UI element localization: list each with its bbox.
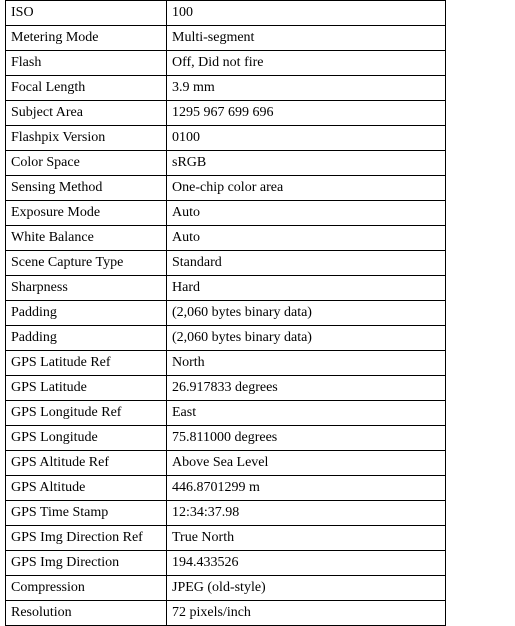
property-name: Sensing Method xyxy=(6,176,167,201)
property-value: One-chip color area xyxy=(167,176,446,201)
property-name: Scene Capture Type xyxy=(6,251,167,276)
property-value: 194.433526 xyxy=(167,551,446,576)
property-name: GPS Img Direction xyxy=(6,551,167,576)
property-value: Auto xyxy=(167,226,446,251)
property-name: Subject Area xyxy=(6,101,167,126)
table-row xyxy=(6,601,446,626)
property-value: 446.8701299 m xyxy=(167,476,446,501)
property-name: Focal Length xyxy=(6,76,167,101)
table-row xyxy=(6,251,446,276)
property-value: 100 xyxy=(167,1,446,26)
table-row xyxy=(6,501,446,526)
property-name: Resolution xyxy=(6,601,167,626)
table-row xyxy=(6,151,446,176)
property-value: Multi-segment xyxy=(167,26,446,51)
property-value: East xyxy=(167,401,446,426)
property-value: (2,060 bytes binary data) xyxy=(167,301,446,326)
property-value: 26.917833 degrees xyxy=(167,376,446,401)
property-name: GPS Altitude xyxy=(6,476,167,501)
table-row xyxy=(6,451,446,476)
property-value: 72 pixels/inch xyxy=(167,601,446,626)
table-row xyxy=(6,201,446,226)
property-name: Metering Mode xyxy=(6,26,167,51)
table-row xyxy=(6,326,446,351)
property-name: GPS Longitude xyxy=(6,426,167,451)
property-value: Standard xyxy=(167,251,446,276)
property-value: JPEG (old-style) xyxy=(167,576,446,601)
property-value: sRGB xyxy=(167,151,446,176)
table-row xyxy=(6,476,446,501)
table-row xyxy=(6,526,446,551)
property-name: Flash xyxy=(6,51,167,76)
table-row xyxy=(6,126,446,151)
property-name: White Balance xyxy=(6,226,167,251)
property-name: Exposure Mode xyxy=(6,201,167,226)
property-name: GPS Img Direction Ref xyxy=(6,526,167,551)
property-value: 1295 967 699 696 xyxy=(167,101,446,126)
property-value: 12:34:37.98 xyxy=(167,501,446,526)
table-row xyxy=(6,576,446,601)
property-name: Color Space xyxy=(6,151,167,176)
table-row xyxy=(6,176,446,201)
property-value: North xyxy=(167,351,446,376)
property-name: Compression xyxy=(6,576,167,601)
table-row xyxy=(6,276,446,301)
property-value: 0100 xyxy=(167,126,446,151)
property-value: Hard xyxy=(167,276,446,301)
table-row xyxy=(6,376,446,401)
table-row xyxy=(6,426,446,451)
property-name: Padding xyxy=(6,301,167,326)
property-name: Sharpness xyxy=(6,276,167,301)
table-row xyxy=(6,351,446,376)
property-name: ISO xyxy=(6,1,167,26)
table-row xyxy=(6,26,446,51)
table-row xyxy=(6,1,446,26)
table-row xyxy=(6,51,446,76)
property-value: 3.9 mm xyxy=(167,76,446,101)
exif-metadata-table xyxy=(5,0,446,626)
property-value: Above Sea Level xyxy=(167,451,446,476)
table-row xyxy=(6,101,446,126)
table-row xyxy=(6,226,446,251)
table-row xyxy=(6,301,446,326)
property-name: GPS Altitude Ref xyxy=(6,451,167,476)
property-name: GPS Latitude Ref xyxy=(6,351,167,376)
property-value: 75.811000 degrees xyxy=(167,426,446,451)
property-value: True North xyxy=(167,526,446,551)
property-name: GPS Longitude Ref xyxy=(6,401,167,426)
property-name: Padding xyxy=(6,326,167,351)
exif-table-body xyxy=(6,1,446,626)
property-name: GPS Latitude xyxy=(6,376,167,401)
property-value: Auto xyxy=(167,201,446,226)
property-value: Off, Did not fire xyxy=(167,51,446,76)
table-row xyxy=(6,551,446,576)
table-row xyxy=(6,76,446,101)
property-name: GPS Time Stamp xyxy=(6,501,167,526)
property-value: (2,060 bytes binary data) xyxy=(167,326,446,351)
property-name: Flashpix Version xyxy=(6,126,167,151)
table-row xyxy=(6,401,446,426)
